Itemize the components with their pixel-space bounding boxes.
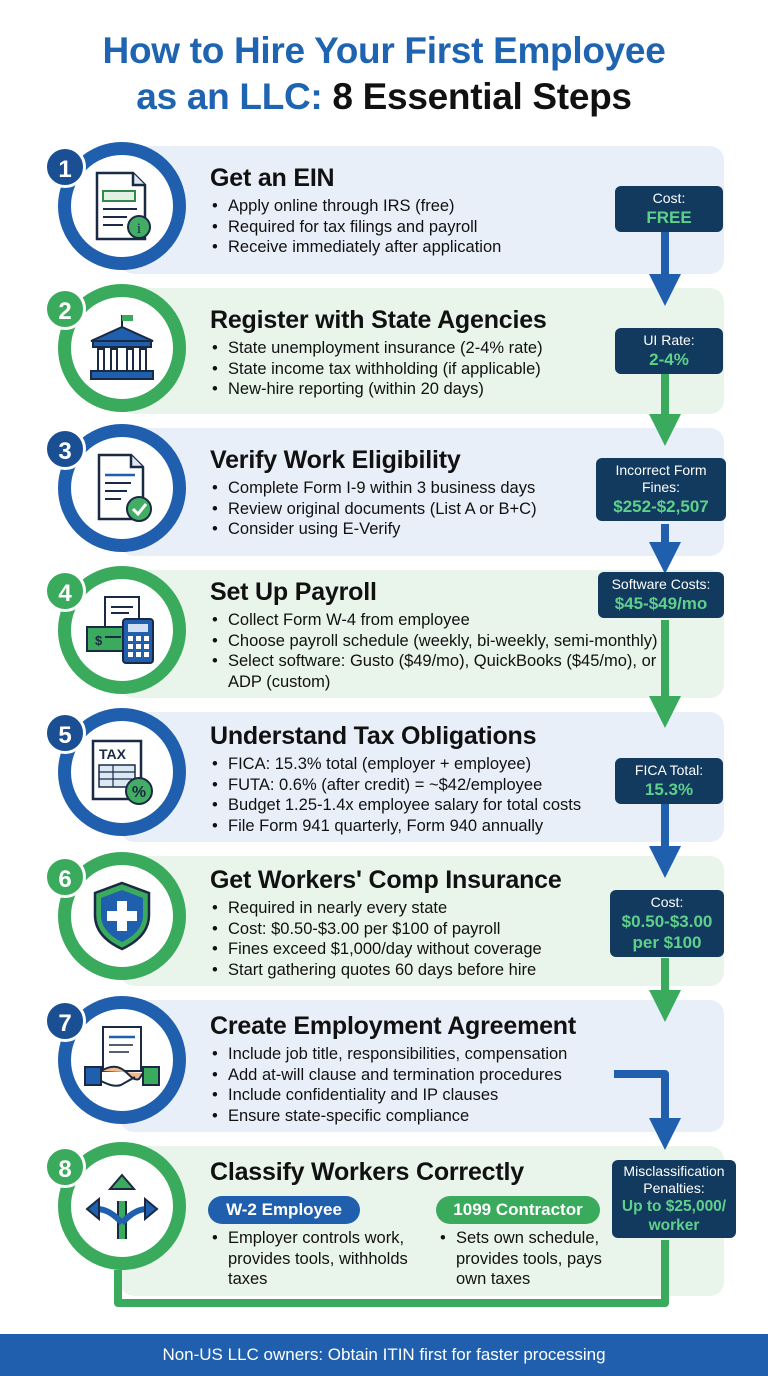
step-4-title: Set Up Payroll: [210, 578, 377, 606]
list-item: ADP (custom): [228, 672, 331, 691]
w2-employee-tag: W-2 Employee: [208, 1196, 360, 1224]
w2-bullets: [212, 1228, 428, 1290]
list-item: • Budget 1.25-1.4x employee salary for total costs: [212, 795, 581, 816]
list-item: • FUTA: 0.6% (after credit) = ~$42/employee: [212, 775, 581, 796]
list-item: • Sets own schedule, provides tools, pays own taxes: [440, 1228, 620, 1290]
step-6-bullets: [212, 898, 542, 980]
step-4-badge: Software Costs: $45-$49/mo: [598, 572, 724, 618]
step-5-bullets: [212, 754, 581, 836]
payroll-calculator-icon: [83, 591, 161, 669]
step-2-bullets: [212, 338, 543, 400]
list-item: • Fines exceed $1,000/day without coverage: [212, 939, 542, 960]
list-item: • Ensure state-specific compliance: [212, 1106, 567, 1127]
list-item: • New-hire reporting (within 20 days): [212, 379, 543, 400]
list-item: • Include confidentiality and IP clauses: [212, 1085, 567, 1106]
list-item: • Start gathering quotes 60 days before hire: [212, 960, 542, 981]
list-item: • Apply online through IRS (free): [212, 196, 501, 217]
step-6-title: Get Workers' Comp Insurance: [210, 866, 562, 894]
step-6-badge: Cost: $0.50-$3.00 per $100: [610, 890, 724, 957]
list-item: • File Form 941 quarterly, Form 940 annually: [212, 816, 581, 837]
title-line-1: How to Hire Your First Employee: [102, 30, 666, 71]
step-6-number: 6: [44, 856, 86, 898]
step-3-number: 3: [44, 428, 86, 470]
step-3-badge: Incorrect Form Fines: $252-$2,507: [596, 458, 726, 521]
step-3-bullets: [212, 478, 537, 540]
ein-document-icon: [83, 167, 161, 245]
list-item: • Required in nearly every state: [212, 898, 542, 919]
step-8-number: 8: [44, 1146, 86, 1188]
government-building-icon: [83, 309, 161, 387]
list-item: • FICA: 15.3% total (employer + employee): [212, 754, 581, 775]
step-1-title: Get an EIN: [210, 164, 335, 192]
footer-note: Non-US LLC owners: Obtain ITIN first for faster processing: [0, 1334, 768, 1376]
contractor-bullets: [440, 1228, 620, 1290]
list-item: • Employer controls work, provides tools, withholds taxes: [212, 1228, 428, 1290]
step-4-bullets: [212, 610, 657, 692]
list-item: • Cost: $0.50-$3.00 per $100 of payroll: [212, 919, 542, 940]
diverging-arrows-icon: [83, 1167, 161, 1245]
list-item: • State income tax withholding (if applicable): [212, 359, 543, 380]
svg-text:TAX: TAX: [99, 746, 126, 762]
list-item: • Complete Form I-9 within 3 business days: [212, 478, 537, 499]
step-8-title: Classify Workers Correctly: [210, 1158, 524, 1186]
step-2-badge: UI Rate: 2-4%: [615, 328, 723, 374]
step-7-bullets: [212, 1044, 567, 1126]
step-4-number: 4: [44, 570, 86, 612]
list-item: • Review original documents (List A or B+C): [212, 499, 537, 520]
step-2-number: 2: [44, 288, 86, 330]
list-item: • State unemployment insurance (2-4% rate): [212, 338, 543, 359]
step-7-number: 7: [44, 1000, 86, 1042]
list-item: • Select software: Gusto ($49/mo), QuickBooks ($45/mo), or: [212, 651, 657, 672]
step-1-badge: Cost: FREE: [615, 186, 723, 232]
step-1-number: 1: [44, 146, 86, 188]
list-item: • Required for tax filings and payroll: [212, 217, 501, 238]
list-item: • Add at-will clause and termination procedures: [212, 1065, 567, 1086]
step-7-title: Create Employment Agreement: [210, 1012, 576, 1040]
tax-form-icon: [83, 733, 161, 811]
svg-text:%: %: [131, 784, 147, 801]
title-line-2: as an LLC: 8 Essential Steps: [136, 76, 632, 117]
step-5-title: Understand Tax Obligations: [210, 722, 537, 750]
step-3-title: Verify Work Eligibility: [210, 446, 461, 474]
handshake-contract-icon: [83, 1021, 161, 1099]
shield-cross-icon: [83, 877, 161, 955]
list-item: • Consider using E-Verify: [212, 519, 537, 540]
list-item: • Collect Form W-4 from employee: [212, 610, 657, 631]
list-item: • Include job title, responsibilities, compensation: [212, 1044, 567, 1065]
step-1-bullets: [212, 196, 501, 258]
svg-text:i: i: [136, 221, 142, 237]
list-item: • Choose payroll schedule (weekly, bi-weekly, semi-monthly): [212, 631, 657, 652]
svg-text:$: $: [95, 633, 103, 648]
verified-document-icon: [83, 449, 161, 527]
step-5-badge: FICA Total: 15.3%: [615, 758, 723, 804]
list-item: • Receive immediately after application: [212, 237, 501, 258]
step-5-number: 5: [44, 712, 86, 754]
step-8-badge: Misclassification Penalties: Up to $25,000/ worker: [612, 1160, 736, 1238]
step-2-title: Register with State Agencies: [210, 306, 547, 334]
contractor-1099-tag: 1099 Contractor: [436, 1196, 600, 1224]
